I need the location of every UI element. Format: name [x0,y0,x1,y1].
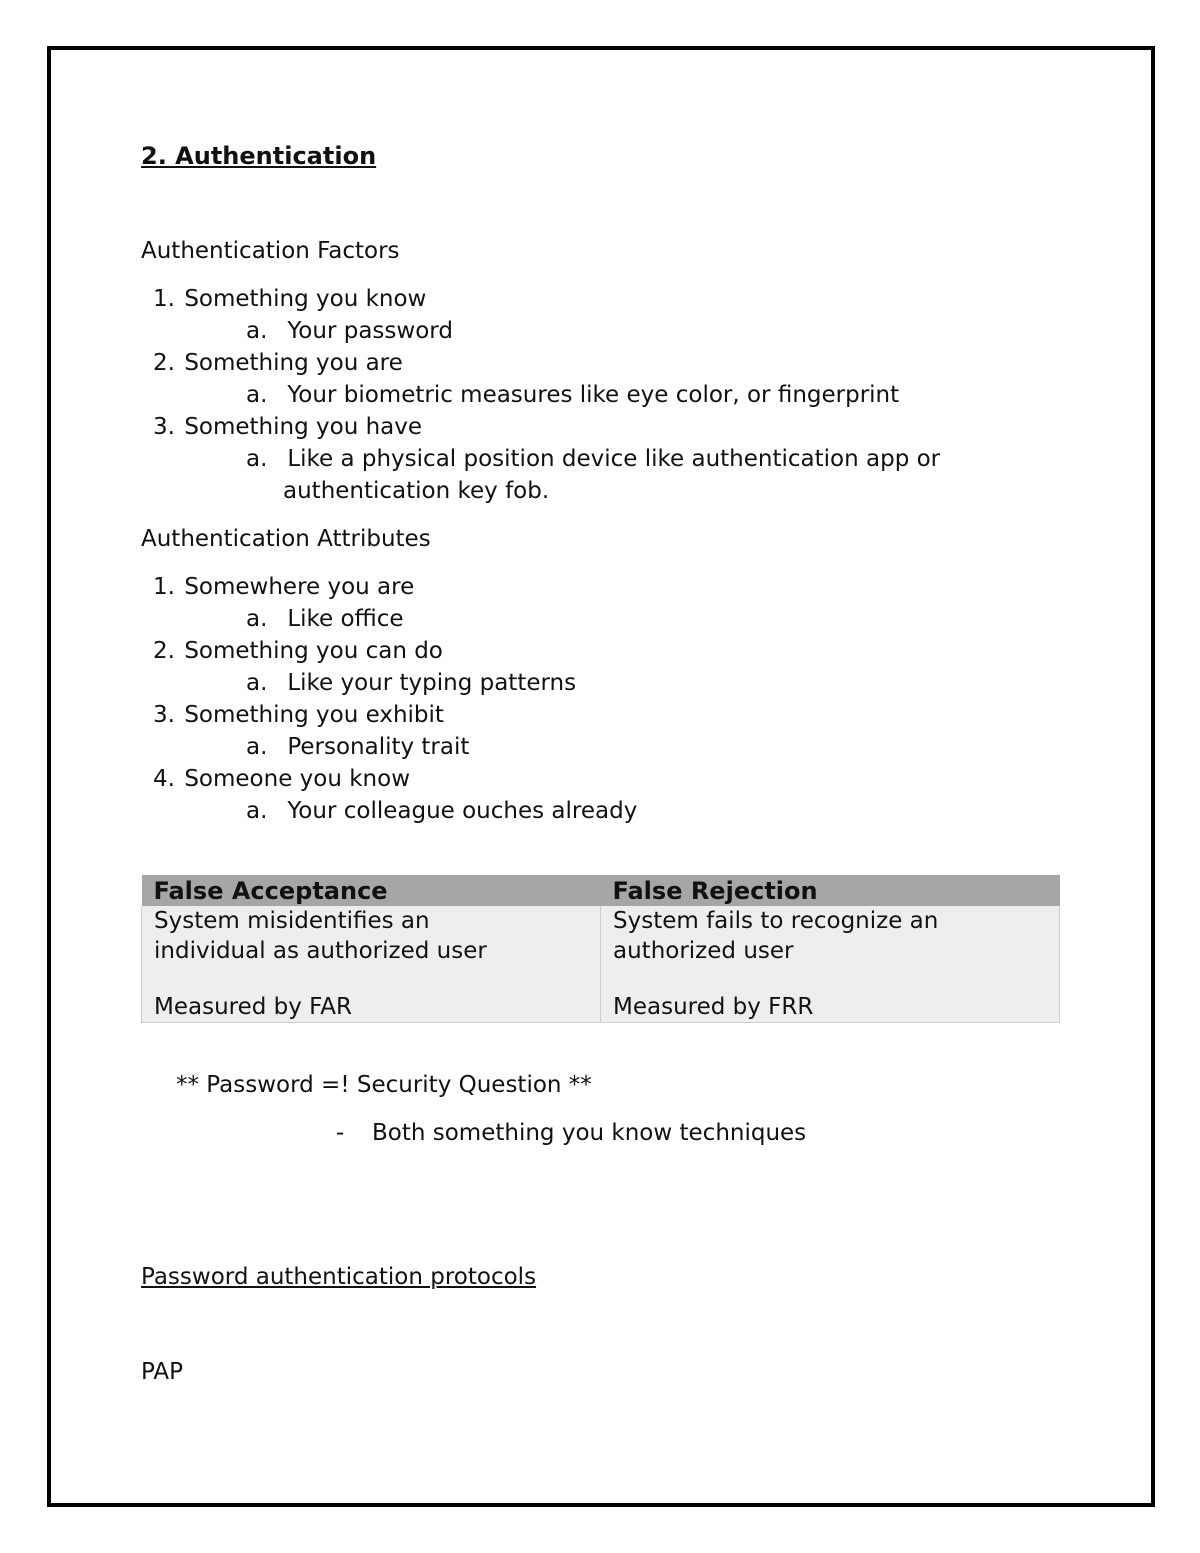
table-header-row [142,875,1060,906]
header-false-rejection: False Rejection [601,875,1060,906]
sub-list-text: Like a physical position device like authentication app or [287,446,941,472]
sub-list-text: Your colleague ouches already [287,798,638,824]
sub-list-item [246,795,637,827]
false-rejection-cell [601,906,1060,1023]
cell-line: System misidentifies an [154,908,430,934]
list-number: 4. [153,766,175,792]
protocol-item: PAP [141,1359,184,1385]
table-row [142,906,1060,1023]
sub-list-item [246,379,899,411]
cell-spacer [613,966,1047,992]
list-text: Something you know [184,286,427,312]
list-item [141,283,426,315]
list-number: 2. [153,350,175,376]
cell-line: individual as authorized user [154,938,487,964]
section-heading: 2. Authentication [141,142,377,170]
sub-list-text: Personality trait [287,734,470,760]
sub-list-item [246,731,469,763]
sub-list-item [246,443,940,475]
false-acceptance-cell [142,906,601,1023]
cell-spacer [154,966,588,992]
list-item [141,699,444,731]
sub-list-text: Your biometric measures like eye color, or fingerprint [287,382,900,408]
comparison-table [141,875,1060,1023]
list-number: 2. [153,638,175,664]
password-note: ** Password =! Security Question ** [176,1072,592,1098]
sub-list-item [246,603,404,635]
list-number: 3. [153,414,175,440]
cell-line: System fails to recognize an [613,908,939,934]
list-text: Someone you know [184,766,410,792]
list-text: Something you are [184,350,403,376]
protocols-heading: Password authentication protocols [141,1264,537,1290]
list-text: Something you can do [184,638,443,664]
list-text: Something you exhibit [184,702,444,728]
list-item [141,571,414,603]
list-text: Somewhere you are [184,574,415,600]
dash-bullet: - [336,1120,345,1146]
cell-measure: Measured by FRR [613,994,814,1020]
list-item [141,635,443,667]
sub-list-continuation: authentication key fob. [283,478,550,504]
list-number: 1. [153,286,175,312]
list-item [141,763,410,795]
sub-list-item [246,667,576,699]
header-false-acceptance: False Acceptance [142,875,601,906]
sub-list-letter: a. [246,670,268,696]
note-bullet-text: Both something you know techniques [372,1120,807,1146]
note-bullet-item [336,1117,806,1149]
sub-list-letter: a. [246,606,268,632]
sub-list-letter: a. [246,382,268,408]
cell-line: authorized user [613,938,794,964]
sub-list-letter: a. [246,318,268,344]
list-text: Something you have [184,414,423,440]
list-number: 1. [153,574,175,600]
list-number: 3. [153,702,175,728]
sub-list-letter: a. [246,734,268,760]
attributes-title: Authentication Attributes [141,526,431,552]
sub-list-letter: a. [246,798,268,824]
list-item [141,411,422,443]
sub-list-letter: a. [246,446,268,472]
cell-measure: Measured by FAR [154,994,353,1020]
factors-title: Authentication Factors [141,238,400,264]
sub-list-text: Your password [287,318,453,344]
sub-list-text: Like office [287,606,404,632]
list-item [141,347,403,379]
sub-list-text: Like your typing patterns [287,670,577,696]
sub-list-item [246,315,453,347]
